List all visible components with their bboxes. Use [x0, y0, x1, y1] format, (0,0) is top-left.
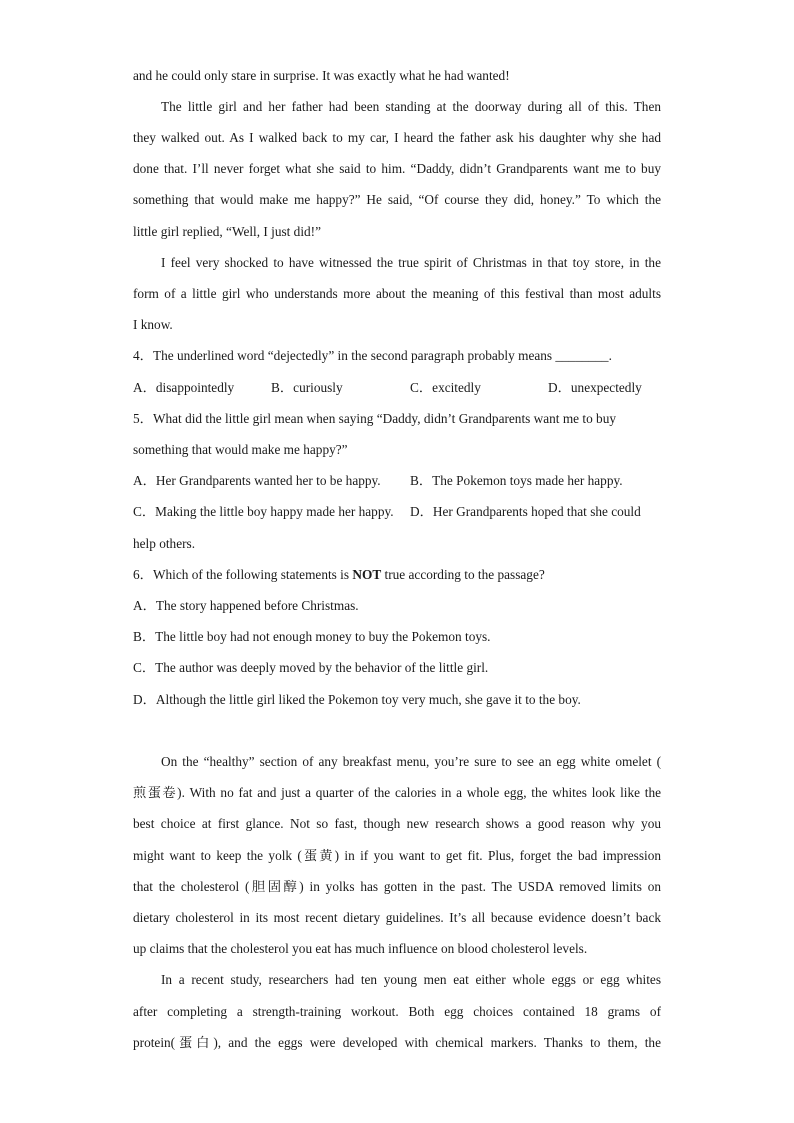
passage2-line-10: protein(蛋白), and the eggs were developed with chemical markers. Thanks to them, the	[133, 1035, 661, 1050]
question-6-stem-emphasis: NOT	[352, 567, 382, 582]
passage2-line-8: In a recent study, researchers had ten young men eat either whole eggs or egg whites	[161, 972, 661, 987]
question-6-option-c: C．The author was deeply moved by the behavior of the little girl.	[133, 660, 489, 675]
question-5-option-d-line-1: D．Her Grandparents hoped that she could	[410, 504, 641, 519]
passage2-line-3: best choice at first glance. Not so fast, though new research shows a good reason why you	[133, 816, 661, 831]
question-5-option-d-line-2: help others.	[133, 536, 196, 551]
question-6-stem-pre: 6．Which of the following statements is	[133, 567, 353, 582]
passage1-line-2: The little girl and her father had been standing at the doorway during all of this. Then	[161, 99, 661, 114]
question-6-option-d: D．Although the little girl liked the Pokemon toy very much, she gave it to the boy.	[133, 692, 581, 707]
passage2-line-1: On the “healthy” section of any breakfast menu, you’re sure to see an egg white omelet (	[161, 754, 661, 769]
question-5-option-b: B．The Pokemon toys made her happy.	[410, 473, 623, 488]
passage2-line-4: might want to keep the yolk (蛋黄) in if you want to get fit. Plus, forget the bad impression	[133, 848, 661, 863]
question-6-option-b: B．The little boy had not enough money to buy the Pokemon toys.	[133, 629, 491, 644]
question-5-option-a: A．Her Grandparents wanted her to be happy.	[133, 473, 381, 488]
passage1-line-8: form of a little girl who understands more about the meaning of this festival than most adults	[133, 286, 661, 301]
question-4-stem: 4．The underlined word “dejectedly” in the second paragraph probably means ________.	[133, 348, 612, 363]
passage1-line-7: I feel very shocked to have witnessed the true spirit of Christmas in that toy store, in the	[161, 255, 661, 270]
question-4-option-b: B．curiously	[271, 380, 343, 395]
question-5-option-c: C．Making the little boy happy made her happy.	[133, 504, 394, 519]
passage2-line-5: that the cholesterol (胆固醇) in yolks has gotten in the past. The USDA removed limits on	[133, 879, 661, 894]
passage2-line-2: 煎蛋卷). With no fat and just a quarter of the calories in a whole egg, the whites look like the	[133, 785, 661, 800]
question-6-stem	[133, 567, 661, 583]
passage1-line-9: I know.	[133, 317, 173, 332]
question-5-stem-line-1: 5．What did the little girl mean when saying “Daddy, didn’t Grandparents want me to buy	[133, 411, 617, 426]
question-6-stem-post: true according to the passage?	[381, 567, 545, 582]
question-5-stem-line-2: something that would make me happy?”	[133, 442, 348, 457]
question-4-option-a: A．disappointedly	[133, 380, 235, 395]
passage1-line-6: little girl replied, “Well, I just did!”	[133, 224, 321, 239]
passage2-line-7: up claims that the cholesterol you eat has much influence on blood cholesterol levels.	[133, 941, 588, 956]
passage1-line-3: they walked out. As I walked back to my car, I heard the father ask his daughter why she had	[133, 130, 661, 145]
question-4-option-d: D．unexpectedly	[548, 380, 642, 395]
passage1-line-4: done that. I’ll never forget what she said to him. “Daddy, didn’t Grandparents want me to buy	[133, 161, 661, 176]
question-4-option-c: C．excitedly	[410, 380, 481, 395]
passage2-line-6: dietary cholesterol in its most recent dietary guidelines. It’s all because evidence doesn’t back	[133, 910, 661, 925]
passage2-line-9: after completing a strength-training workout. Both egg choices contained 18 grams of	[133, 1004, 661, 1019]
passage1-line-1: and he could only stare in surprise. It was exactly what he had wanted!	[133, 68, 510, 83]
passage1-line-5: something that would make me happy?” He said, “Of course they did, honey.” To which the	[133, 192, 661, 207]
question-6-option-a: A．The story happened before Christmas.	[133, 598, 359, 613]
